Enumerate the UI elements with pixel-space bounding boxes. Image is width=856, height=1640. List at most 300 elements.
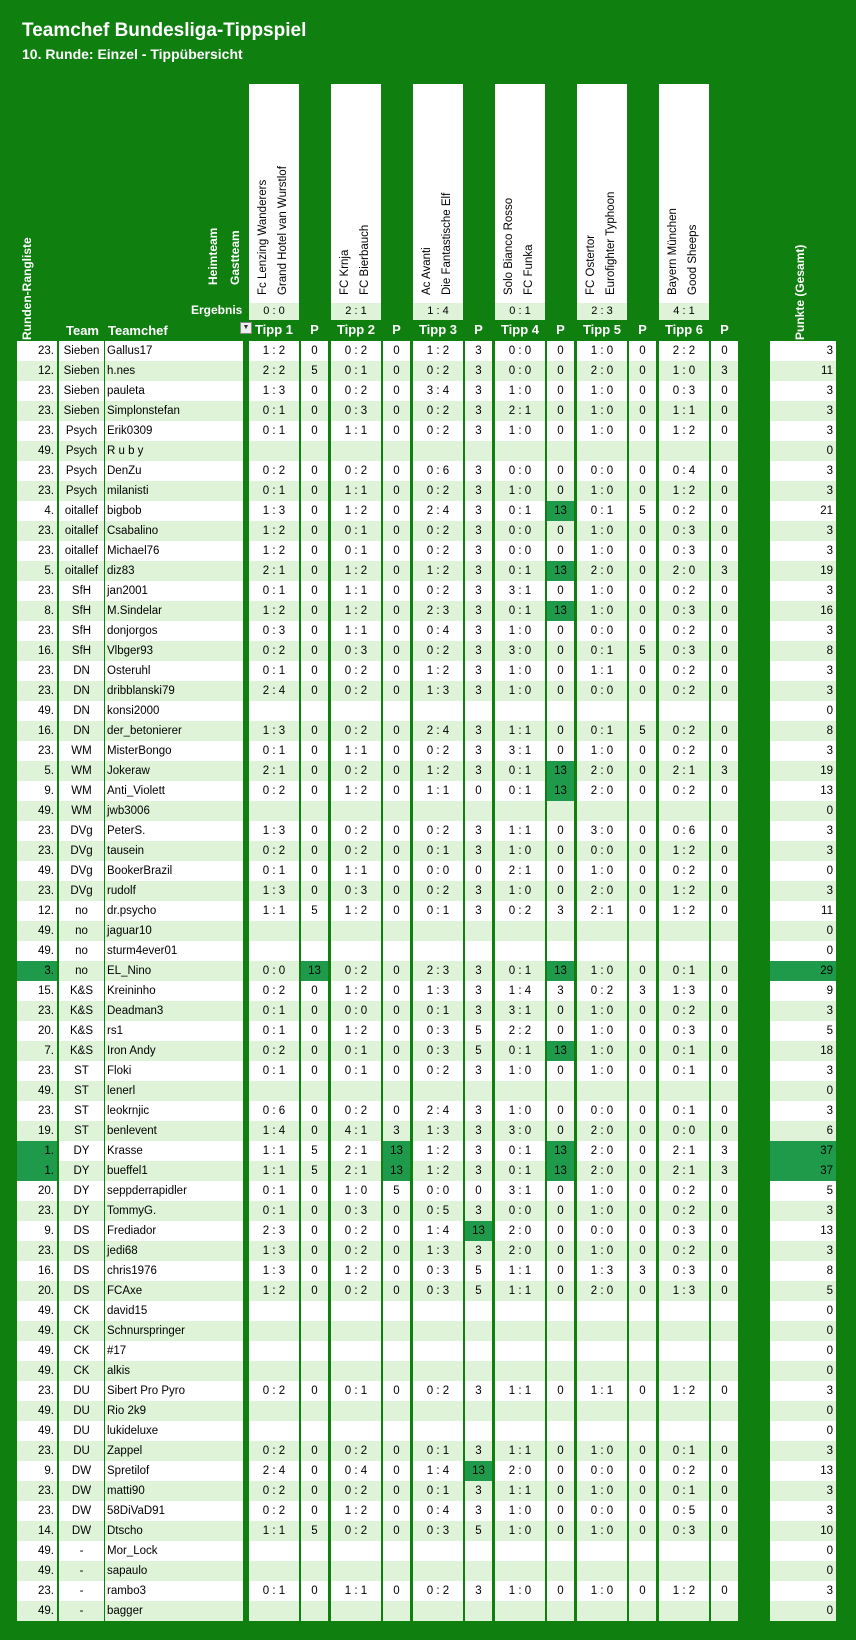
- tipp1-cell: 1 : 4: [249, 1121, 299, 1141]
- p1-cell: 0: [301, 861, 328, 881]
- p6-cell: 0: [711, 861, 738, 881]
- tipp2-cell: 0 : 1: [331, 541, 381, 561]
- tipp2-cell: 0 : 2: [331, 761, 381, 781]
- tipp4-cell: 0 : 0: [495, 361, 545, 381]
- table-row: [0, 1421, 856, 1441]
- teamchef-cell: leokrnjic: [105, 1101, 243, 1121]
- p6-cell: 0: [711, 741, 738, 761]
- p6-cell: [711, 1321, 738, 1341]
- p2-cell: 0: [383, 901, 410, 921]
- tipp6-cell: 1 : 2: [659, 1581, 709, 1601]
- tipp2-cell: 1 : 2: [331, 501, 381, 521]
- tipp5-cell: 1 : 0: [577, 1481, 627, 1501]
- table-row: [0, 1341, 856, 1361]
- team-cell: CK: [59, 1321, 104, 1341]
- p3-cell: 3: [465, 481, 492, 501]
- p2-cell: [383, 801, 410, 821]
- p1-cell: [301, 1361, 328, 1381]
- punkte-cell: 3: [770, 521, 836, 541]
- p4-cell: [547, 1361, 574, 1381]
- p3-cell: 3: [465, 1481, 492, 1501]
- tipp6-cell: 0 : 2: [659, 1001, 709, 1021]
- tipp6-cell: [659, 1541, 709, 1561]
- rank-cell: 12.: [17, 361, 57, 381]
- p6-cell: 0: [711, 1121, 738, 1141]
- p4-cell: 13: [547, 1041, 574, 1061]
- p3-cell: [465, 1341, 492, 1361]
- tipp6-cell: 1 : 1: [659, 401, 709, 421]
- tipp1-cell: 0 : 2: [249, 781, 299, 801]
- p2-cell: 0: [383, 661, 410, 681]
- tipp2-cell: 0 : 3: [331, 641, 381, 661]
- p2-cell: 0: [383, 1001, 410, 1021]
- tipp4-cell: 1 : 1: [495, 1281, 545, 1301]
- tipp2-cell: 1 : 1: [331, 861, 381, 881]
- p6-cell: 0: [711, 521, 738, 541]
- p2-cell: 0: [383, 561, 410, 581]
- teamchef-cell: jan2001: [105, 581, 243, 601]
- p1-cell: 0: [301, 1241, 328, 1261]
- p6-cell: 0: [711, 721, 738, 741]
- tipp5-cell: [577, 801, 627, 821]
- p5-cell: 0: [629, 1521, 656, 1541]
- tipp4-cell: 2 : 1: [495, 401, 545, 421]
- rank-cell: 49.: [17, 1361, 57, 1381]
- p6-cell: 0: [711, 681, 738, 701]
- p1-cell: 0: [301, 661, 328, 681]
- p3-cell: 3: [465, 1061, 492, 1081]
- tipp3-cell: 1 : 3: [413, 681, 463, 701]
- teamchef-cell: EL_Nino: [105, 961, 243, 981]
- teamchef-cell: alkis: [105, 1361, 243, 1381]
- teamchef-cell: jedi68: [105, 1241, 243, 1261]
- punkte-cell: 3: [770, 381, 836, 401]
- punkte-cell: 8: [770, 721, 836, 741]
- table-row: [0, 1201, 856, 1221]
- tipp6-cell: [659, 1341, 709, 1361]
- team-cell: -: [59, 1601, 104, 1621]
- table-row: [0, 781, 856, 801]
- tipp6-cell: 0 : 2: [659, 781, 709, 801]
- tipp1-cell: 0 : 2: [249, 841, 299, 861]
- p2-cell: 0: [383, 541, 410, 561]
- rank-cell: 23.: [17, 581, 57, 601]
- punkte-cell: 0: [770, 861, 836, 881]
- p2-cell: 0: [383, 961, 410, 981]
- tipp3-cell: 1 : 3: [413, 981, 463, 1001]
- home-team-label: FC Ostertor: [585, 234, 597, 295]
- tipp5-cell: 2 : 0: [577, 881, 627, 901]
- tipp-header: Tipp 6: [664, 322, 704, 337]
- tipp6-cell: 0 : 2: [659, 741, 709, 761]
- tipp4-cell: [495, 1421, 545, 1441]
- tipp3-cell: [413, 1361, 463, 1381]
- tipp4-cell: 1 : 1: [495, 1261, 545, 1281]
- p1-cell: [301, 801, 328, 821]
- teamchef-cell: rs1: [105, 1021, 243, 1041]
- points-header: P: [720, 322, 729, 337]
- tipp1-cell: 1 : 2: [249, 341, 299, 361]
- p3-cell: 3: [465, 421, 492, 441]
- p4-cell: 0: [547, 1441, 574, 1461]
- p1-cell: 0: [301, 1261, 328, 1281]
- p1-cell: 0: [301, 881, 328, 901]
- team-header: Team: [66, 323, 99, 338]
- p5-cell: [629, 1401, 656, 1421]
- teamchef-cell: Jokeraw: [105, 761, 243, 781]
- tipp1-cell: 0 : 2: [249, 1441, 299, 1461]
- p5-cell: 0: [629, 1381, 656, 1401]
- tipp5-cell: 2 : 0: [577, 1121, 627, 1141]
- tipp6-cell: [659, 1081, 709, 1101]
- tipp3-cell: [413, 1401, 463, 1421]
- p4-cell: 13: [547, 781, 574, 801]
- tipp6-cell: 1 : 2: [659, 421, 709, 441]
- team-cell: DVg: [59, 881, 104, 901]
- team-cell: DVg: [59, 841, 104, 861]
- p6-cell: 3: [711, 761, 738, 781]
- p3-cell: [465, 1561, 492, 1581]
- teamchef-cell: Kreininho: [105, 981, 243, 1001]
- punkte-cell: 9: [770, 981, 836, 1001]
- tipp6-cell: [659, 1321, 709, 1341]
- tipp6-cell: 0 : 3: [659, 601, 709, 621]
- points-header: P: [474, 322, 483, 337]
- team-cell: DS: [59, 1221, 104, 1241]
- p4-cell: [547, 1301, 574, 1321]
- tipp6-cell: 0 : 3: [659, 1021, 709, 1041]
- tipp3-cell: 0 : 0: [413, 861, 463, 881]
- rank-cell: 15.: [17, 981, 57, 1001]
- teamchef-cell: h.nes: [105, 361, 243, 381]
- tipp1-cell: [249, 801, 299, 821]
- p4-cell: [547, 1401, 574, 1421]
- p5-cell: 0: [629, 581, 656, 601]
- tipp6-cell: 0 : 6: [659, 821, 709, 841]
- p2-cell: 0: [383, 481, 410, 501]
- tipp4-cell: [495, 1401, 545, 1421]
- p5-cell: 0: [629, 1581, 656, 1601]
- tipp6-cell: [659, 1421, 709, 1441]
- p4-cell: 13: [547, 1141, 574, 1161]
- tipp4-cell: [495, 1081, 545, 1101]
- p5-cell: 0: [629, 1181, 656, 1201]
- p1-cell: [301, 1601, 328, 1621]
- tipp6-cell: 1 : 2: [659, 1381, 709, 1401]
- tipp2-cell: [331, 1421, 381, 1441]
- tipp5-cell: 1 : 0: [577, 961, 627, 981]
- tipp4-cell: [495, 1361, 545, 1381]
- tipp3-cell: 0 : 2: [413, 361, 463, 381]
- p2-cell: 0: [383, 601, 410, 621]
- punkte-cell: 3: [770, 681, 836, 701]
- tipp6-cell: 0 : 1: [659, 1101, 709, 1121]
- p5-cell: 0: [629, 1061, 656, 1081]
- p1-cell: [301, 1541, 328, 1561]
- p6-cell: 3: [711, 1141, 738, 1161]
- team-cell: ST: [59, 1101, 104, 1121]
- p5-cell: 3: [629, 981, 656, 1001]
- tipp3-cell: 0 : 1: [413, 901, 463, 921]
- p4-cell: 0: [547, 861, 574, 881]
- team-cell: DW: [59, 1481, 104, 1501]
- tipp4-cell: 1 : 1: [495, 721, 545, 741]
- tipp5-cell: [577, 1601, 627, 1621]
- teamchef-cell: Erik0309: [105, 421, 243, 441]
- p3-cell: 3: [465, 521, 492, 541]
- tipp1-cell: 0 : 2: [249, 981, 299, 1001]
- tipp3-cell: 0 : 2: [413, 401, 463, 421]
- tipp2-cell: [331, 1321, 381, 1341]
- teamchef-cell: MisterBongo: [105, 741, 243, 761]
- tipp5-cell: 1 : 0: [577, 1241, 627, 1261]
- p3-cell: 0: [465, 861, 492, 881]
- match-result: 2 : 3: [577, 303, 627, 320]
- p6-cell: 0: [711, 601, 738, 621]
- p6-cell: [711, 1081, 738, 1101]
- tipp5-cell: 2 : 0: [577, 781, 627, 801]
- tipp1-cell: 1 : 1: [249, 1521, 299, 1541]
- tipp5-cell: 1 : 0: [577, 1581, 627, 1601]
- p4-cell: 0: [547, 481, 574, 501]
- p3-cell: 5: [465, 1021, 492, 1041]
- punkte-cell: 13: [770, 781, 836, 801]
- punkte-cell: 3: [770, 541, 836, 561]
- tipp1-cell: 0 : 1: [249, 401, 299, 421]
- tipp2-cell: 0 : 2: [331, 381, 381, 401]
- team-cell: CK: [59, 1341, 104, 1361]
- team-cell: Psych: [59, 441, 104, 461]
- p6-cell: 0: [711, 541, 738, 561]
- p2-cell: 0: [383, 821, 410, 841]
- p5-cell: 0: [629, 761, 656, 781]
- teamchef-cell: Simplonstefan: [105, 401, 243, 421]
- p3-cell: 3: [465, 841, 492, 861]
- p1-cell: [301, 1561, 328, 1581]
- teamchef-cell: jaguar10: [105, 921, 243, 941]
- home-team-label: Bayern München: [667, 208, 679, 295]
- tipp6-cell: 0 : 2: [659, 1201, 709, 1221]
- p4-cell: 3: [547, 901, 574, 921]
- p1-cell: 0: [301, 1381, 328, 1401]
- tipp2-cell: 1 : 0: [331, 1181, 381, 1201]
- p5-cell: 0: [629, 361, 656, 381]
- teamchef-cell: Michael76: [105, 541, 243, 561]
- tipp1-cell: [249, 1361, 299, 1381]
- tipp3-cell: 1 : 1: [413, 781, 463, 801]
- p4-cell: 0: [547, 1501, 574, 1521]
- teamchef-cell: Krasse: [105, 1141, 243, 1161]
- teamchef-cell: PeterS.: [105, 821, 243, 841]
- tipp4-cell: 1 : 0: [495, 1521, 545, 1541]
- rank-cell: 49.: [17, 801, 57, 821]
- tipp5-cell: 1 : 0: [577, 1021, 627, 1041]
- punkte-cell: 0: [770, 1301, 836, 1321]
- p2-cell: 0: [383, 361, 410, 381]
- table-row: [0, 1101, 856, 1121]
- p1-cell: [301, 441, 328, 461]
- tipp3-cell: [413, 1601, 463, 1621]
- tipp4-cell: 3 : 1: [495, 1001, 545, 1021]
- team-cell: ST: [59, 1121, 104, 1141]
- tipp-header: Tipp 1: [254, 322, 294, 337]
- teamchef-cell: Spretilof: [105, 1461, 243, 1481]
- p5-cell: [629, 941, 656, 961]
- rank-cell: 5.: [17, 561, 57, 581]
- punkte-cell: 19: [770, 761, 836, 781]
- p1-cell: 0: [301, 1461, 328, 1481]
- tipp5-cell: 0 : 0: [577, 841, 627, 861]
- p2-cell: 0: [383, 1521, 410, 1541]
- p6-cell: [711, 1421, 738, 1441]
- filter-dropdown-button[interactable]: ▼: [240, 322, 252, 334]
- teamchef-cell: Frediador: [105, 1221, 243, 1241]
- teamchef-cell: Rio 2k9: [105, 1401, 243, 1421]
- tipp1-cell: 0 : 1: [249, 581, 299, 601]
- tipp1-cell: [249, 1341, 299, 1361]
- tipp4-cell: 1 : 1: [495, 821, 545, 841]
- punkte-cell: 0: [770, 1081, 836, 1101]
- p6-cell: 0: [711, 1021, 738, 1041]
- team-cell: WM: [59, 761, 104, 781]
- p1-cell: 0: [301, 381, 328, 401]
- p2-cell: [383, 1601, 410, 1621]
- tipp2-cell: 0 : 3: [331, 401, 381, 421]
- tipp2-cell: [331, 801, 381, 821]
- p6-cell: 0: [711, 1441, 738, 1461]
- home-team-label: Ac Avanti: [421, 247, 433, 295]
- tipp4-cell: [495, 1321, 545, 1341]
- p4-cell: 0: [547, 1381, 574, 1401]
- p6-cell: [711, 941, 738, 961]
- teamchef-cell: bigbob: [105, 501, 243, 521]
- p1-cell: [301, 1341, 328, 1361]
- tipp1-cell: [249, 1321, 299, 1341]
- rank-cell: 49.: [17, 1601, 57, 1621]
- teamchef-cell: M.Sindelar: [105, 601, 243, 621]
- p3-cell: 3: [465, 561, 492, 581]
- teamchef-cell: Gallus17: [105, 341, 243, 361]
- tipp6-cell: 0 : 3: [659, 641, 709, 661]
- tipp2-cell: 0 : 2: [331, 1101, 381, 1121]
- match-result: 4 : 1: [659, 303, 709, 320]
- punkte-cell: 3: [770, 1101, 836, 1121]
- tipp4-cell: 3 : 1: [495, 1181, 545, 1201]
- tipp1-cell: 2 : 1: [249, 561, 299, 581]
- p4-cell: 0: [547, 821, 574, 841]
- team-cell: no: [59, 921, 104, 941]
- p5-cell: [629, 1361, 656, 1381]
- tipp5-cell: 2 : 0: [577, 1141, 627, 1161]
- tipp4-cell: [495, 941, 545, 961]
- p1-cell: 5: [301, 1141, 328, 1161]
- rangliste-header: Runden-Rangliste: [20, 237, 34, 340]
- team-cell: no: [59, 961, 104, 981]
- tipp6-cell: 0 : 3: [659, 1221, 709, 1241]
- tipp4-cell: 1 : 4: [495, 981, 545, 1001]
- p3-cell: [465, 1401, 492, 1421]
- p4-cell: 0: [547, 1461, 574, 1481]
- punkte-cell: 0: [770, 1421, 836, 1441]
- p2-cell: [383, 1301, 410, 1321]
- teamchef-cell: Anti_Violett: [105, 781, 243, 801]
- tipp6-cell: 0 : 3: [659, 521, 709, 541]
- rank-cell: 49.: [17, 1401, 57, 1421]
- table-row: [0, 1141, 856, 1161]
- tipp6-cell: [659, 441, 709, 461]
- tipp5-cell: 1 : 0: [577, 581, 627, 601]
- tipp5-cell: 1 : 0: [577, 401, 627, 421]
- tipp5-cell: 0 : 0: [577, 1501, 627, 1521]
- p4-cell: 0: [547, 1281, 574, 1301]
- tipp6-cell: [659, 1301, 709, 1321]
- rank-cell: 8.: [17, 601, 57, 621]
- p2-cell: 0: [383, 981, 410, 1001]
- table-row: [0, 1061, 856, 1081]
- teamchef-cell: david15: [105, 1301, 243, 1321]
- tipp5-cell: 1 : 3: [577, 1261, 627, 1281]
- tipp6-cell: 0 : 1: [659, 961, 709, 981]
- away-team-label: FC Funka: [523, 244, 535, 295]
- tipp3-cell: 2 : 3: [413, 601, 463, 621]
- teamchef-cell: Vlbger93: [105, 641, 243, 661]
- tipp2-cell: 1 : 2: [331, 1261, 381, 1281]
- tipp1-cell: 1 : 1: [249, 901, 299, 921]
- p4-cell: 0: [547, 721, 574, 741]
- tipp2-cell: 1 : 1: [331, 581, 381, 601]
- p5-cell: 0: [629, 1501, 656, 1521]
- p6-cell: 0: [711, 1241, 738, 1261]
- tipp1-cell: 1 : 3: [249, 501, 299, 521]
- p2-cell: 0: [383, 1201, 410, 1221]
- team-cell: K&S: [59, 981, 104, 1001]
- tipp4-cell: [495, 1541, 545, 1561]
- away-team-label: Grand Hotel van Wurstlof: [277, 166, 289, 295]
- p1-cell: [301, 1081, 328, 1101]
- tipp4-cell: 1 : 0: [495, 1101, 545, 1121]
- team-cell: K&S: [59, 1021, 104, 1041]
- p6-cell: 0: [711, 621, 738, 641]
- p5-cell: 0: [629, 861, 656, 881]
- p2-cell: 0: [383, 341, 410, 361]
- table-row: [0, 641, 856, 661]
- team-cell: WM: [59, 801, 104, 821]
- p3-cell: 3: [465, 601, 492, 621]
- tipp4-cell: 0 : 0: [495, 521, 545, 541]
- tipp5-cell: 1 : 0: [577, 601, 627, 621]
- punkte-cell: 0: [770, 701, 836, 721]
- tipp2-cell: 0 : 2: [331, 341, 381, 361]
- tipp6-cell: 1 : 0: [659, 361, 709, 381]
- p5-cell: 0: [629, 381, 656, 401]
- p4-cell: 0: [547, 1201, 574, 1221]
- tipp5-cell: 2 : 1: [577, 901, 627, 921]
- tipp4-cell: 0 : 0: [495, 341, 545, 361]
- tipp2-cell: 0 : 2: [331, 461, 381, 481]
- punkte-cell: 8: [770, 641, 836, 661]
- teamchef-cell: Deadman3: [105, 1001, 243, 1021]
- tipp1-cell: 0 : 1: [249, 661, 299, 681]
- p1-cell: [301, 921, 328, 941]
- p3-cell: 3: [465, 1381, 492, 1401]
- table-row: [0, 401, 856, 421]
- table-row: [0, 701, 856, 721]
- tipp6-cell: 2 : 1: [659, 1141, 709, 1161]
- rank-cell: 23.: [17, 1201, 57, 1221]
- p6-cell: [711, 921, 738, 941]
- p1-cell: 0: [301, 841, 328, 861]
- p3-cell: [465, 441, 492, 461]
